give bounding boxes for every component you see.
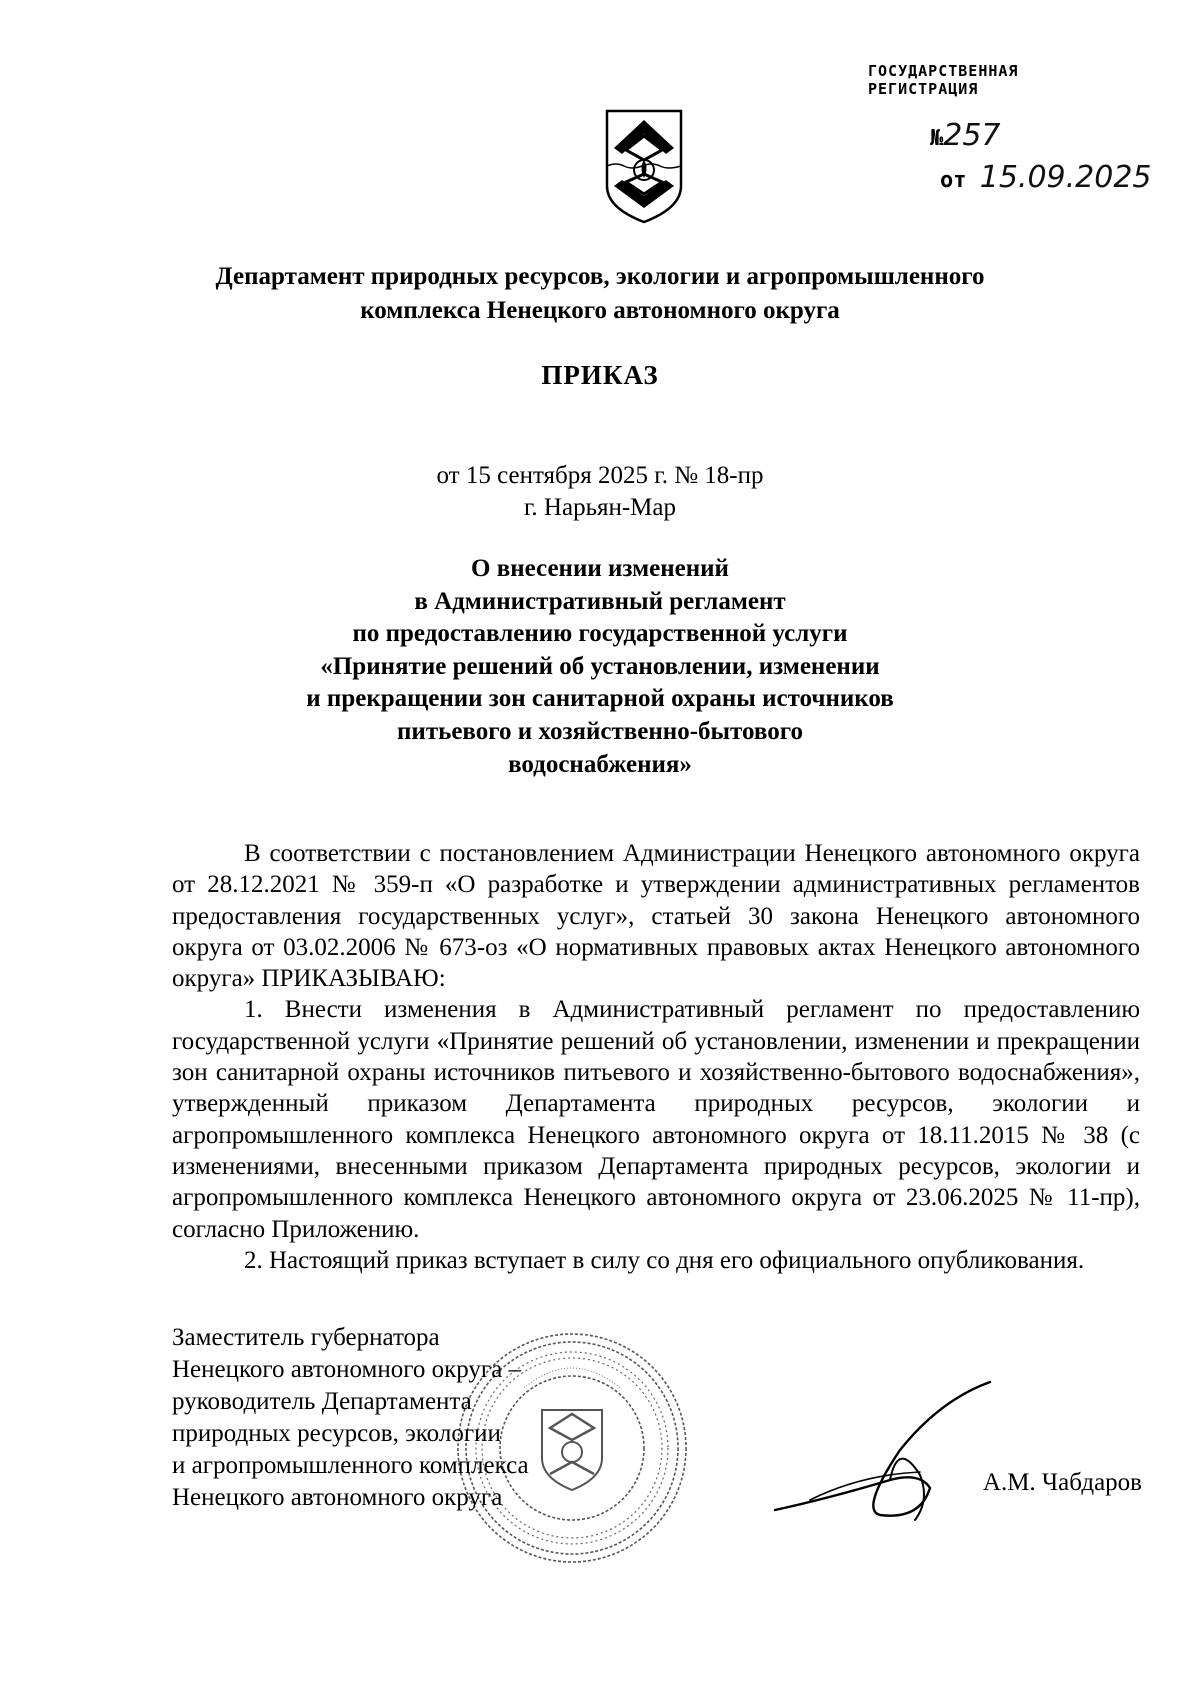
subject-line: питьевого и хозяйственно-бытового [397,717,803,745]
subject-line: в Административный регламент [414,587,786,615]
registration-title: ГОСУДАРСТВЕННАЯ РЕГИСТРАЦИЯ [868,62,1019,98]
preamble-paragraph: В соответствии с постановлением Администрации Ненецкого автономного округа от 28.12.2021 № 359-п «О разработке и утверждении административных регламентов предоставления государственных услуг», статьей 30 закона Ненецкого автономного округа от 03.02.2006 № 673-оз «О нормативных правовых актах Ненецкого автономного округа» ПРИКАЗЫВАЮ: [172,840,1140,993]
registration-number [930,118,1001,153]
document-city: г. Нарьян-Мар [523,494,676,521]
subject-line: водоснабжения» [508,750,692,778]
registration-date [940,160,1152,195]
signatory-position [172,1322,529,1514]
document-body [172,838,1140,1276]
order-item-1: 1. Внести изменения в Административный регламент по предоставлению государственной услуги «Принятие решений об установлении, изменении и прекращении зон санитарной охраны источников питьевого и хозяйственно-бытового водоснабжения», утвержденный приказом Департамента природных ресурсов, экологии и агропромышленного комплекса Ненецкого автономного округа от 18.11.2015 № 38 (с изменениями, внесенными приказом Департамента природных ресурсов, экологии и агропромышленного комплекса Ненецкого автономного округа от 23.06.2025 № 11-пр), согласно Приложению. [172,996,1140,1243]
document-date-block [0,460,1200,524]
signatory-position-line: Ненецкого автономного округа [172,1484,503,1511]
subject-line: «Принятие решений об установлении, изменении [320,652,880,680]
document-subject [200,553,1000,781]
registration-date-value: 15.09.2025 [979,160,1152,195]
registration-number-value: 257 [943,118,1001,153]
signatory-position-line: и агропромышленного комплекса [172,1452,529,1479]
signatory-position-line: Ненецкого автономного округа – [172,1356,522,1383]
registration-number-prefix: № [930,126,944,151]
department-name [120,260,1080,328]
document-date-number: от 15 сентября 2025 г. № 18-пр [436,462,764,489]
department-line-2: комплекса Ненецкого автономного округа [360,297,840,324]
department-line-1: Департамент природных ресурсов, экологии и агропромышленного [215,263,985,290]
subject-line: по предоставлению государственной услуги [352,620,848,648]
subject-line: О внесении изменений [471,555,729,582]
handwritten-signature [770,1380,1000,1530]
signatory-position-line: природных ресурсов, экологии [172,1420,501,1447]
registration-stamp [868,62,1138,98]
signatory-position-line: Заместитель губернатора [172,1324,440,1351]
order-item-2: 2. Настоящий приказ вступает в силу со дня его официального опубликования. [244,1246,1085,1274]
document-type: ПРИКАЗ [541,360,659,390]
signatory-position-line: руководитель Департамента [172,1388,472,1415]
subject-line: и прекращении зон санитарной охраны источников [306,685,894,713]
signatory-name: А.М. Чабдаров [982,1469,1142,1496]
registration-date-prefix: от [940,168,967,193]
coat-of-arms-emblem [604,108,684,226]
